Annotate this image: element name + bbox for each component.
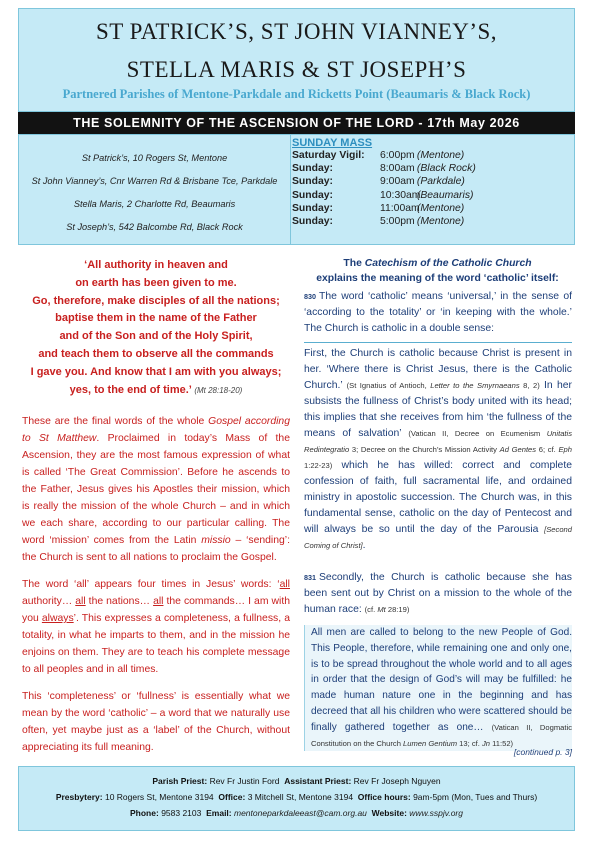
church-item: Stella Maris, 2 Charlotte Rd, Beaumaris xyxy=(73,199,236,209)
scripture-quote: ‘All authority in heaven and on earth has been given to me. Go, therefore, make disciples of all the nations; baptise them in the name of the Father and of the Son and of the Holy Spirit, and teach them to observe all the commands I gave you. And know that I am with you always; yes, to the end of time.’ (Mt 28:18-20) xyxy=(30,259,282,396)
divider xyxy=(304,342,572,343)
church-item: St Patrick’s, 10 Rogers St, Mentone xyxy=(81,153,228,163)
church-item: St John Vianney’s, Cnr Warren Rd & Brisbane Tce, Parkdale xyxy=(31,176,278,186)
masthead xyxy=(18,8,575,112)
church-list xyxy=(19,135,291,244)
mass-row: Sunday: 8:00am (Black Rock) xyxy=(292,163,476,175)
mass-times xyxy=(292,137,574,228)
catechism-830-body: First, the Church is catholic because Christ is present in her. ‘Where there is Christ Jesus, there is the Catholic Church.’ (St Ignatius of Antioch, Letter to the Smyrnaeans 8, 2) In her subsists the fullness of Christ’s body united with its head; this implies that she receives from him ‘the fullness of the means of salvation’ (Vatican II, Decree on Ecumenism Unitatis Redintegratio 3; Decree on the Church’s Mission Activity Ad Gentes 6; cf. Eph 1:22-23) which he has willed: correct and complete confession of faith, full sacramental life, and ordained ministry in apostolic succession. The Church was, in this fundamental sense, catholic on the day of Pentecost and will always be so until the day of the Parousia [Second Coming of Christ]. xyxy=(304,348,573,551)
catechism-830: 830 The word ‘catholic’ means ‘universal,’ in the sense of ‘according to the totality’ or ‘in keeping with the whole.’ The Church is catholic in a double sense: xyxy=(304,291,572,334)
website-link[interactable]: www.sspjv.org xyxy=(409,808,463,818)
title-line-2: STELLA MARIS & ST JOSEPH’S xyxy=(126,57,467,82)
mass-row: Saturday Vigil: 6:00pm (Mentone) xyxy=(292,150,465,161)
left-paragraph-2: The word ‘all’ appears four times in Jesus’ words: ‘all authority… all the nations… all the commands… I am with you always’. This expresses a completeness, a fullness, a totality, in what he imparts to them, and in the mission he enjoins on them. They are to teach his complete message to all peoples and in all times. xyxy=(22,579,291,675)
lumen-gentium-quote: All men are called to belong to the new People of God. This People, therefore, while remaining one and only one, is to be spread throughout the whole world and to all ages in order that the design of God’s will may be fulfilled: he made human nature one in the beginning and has decreed that all his children who were scattered should be finally gathered together as one… (Vatican II, Dogmatic Constitution on the Church Lumen Gentium 13; cf. Jn 11:52) xyxy=(304,625,572,751)
catechism-831: 831 Secondly, the Church is catholic because she has been sent out by Christ on a mission to the whole of the human race: (cf. Mt 28:19) xyxy=(304,572,572,615)
left-paragraph-3: This ‘completeness’ or ‘fullness’ is essentially what we mean by the word ‘catholic’ – a word that we naturally use often, yet maybe just as a ‘label’ of the Church, without appreciating its full meaning. xyxy=(22,691,290,753)
solemnity-banner: THE SOLEMNITY OF THE ASCENSION OF THE LORD - 17th May 2026 xyxy=(18,112,575,134)
mass-row: Sunday: 10:30am (Beaumaris) xyxy=(292,189,474,201)
mass-row: Sunday: 5:00pm (Mentone) xyxy=(292,216,465,228)
subtitle: Partnered Parishes of Mentone-Parkdale and Ricketts Point (Beaumaris & Black Rock) xyxy=(62,87,531,101)
catechism-heading: The Catechism of the Catholic Church explains the meaning of the word ‘catholic’ itself: xyxy=(316,258,559,284)
left-paragraph-1: These are the final words of the whole Gospel according to St Matthew. Proclaimed in today’s Mass of the Ascension, they are the most famous expression of what is called ‘The Great Commission’. Before he ascends to the Father, Jesus gives his Apostles their mission, which is really the mission of the whole Church – and in which we each share, according to our particular calling. The word ‘mission’ comes from the Latin missio – ‘sending’: the Church is sent to all nations to proclaim the Gospel. xyxy=(22,416,290,563)
church-item: St Joseph’s, 542 Balcombe Rd, Black Rock xyxy=(66,222,243,232)
mass-row: Sunday: 11:00am (Mentone) xyxy=(292,202,465,214)
mass-row: Sunday: 9:00am (Parkdale) xyxy=(292,176,465,188)
footer: Parish Priest: Rev Fr Justin Ford Assistant Priest: Rev Fr Joseph Nguyen Presbytery: 10 Rogers St, Mentone 3194 Office: 3 Mitchell St, Mentone 3194 Office hours: 9am-5pm (Mon, Tues and Thurs) Phone: 9583 2103 Email: mentoneparkdaleeast@cam.org.au Website: www.sspjv.org xyxy=(18,766,575,831)
title-line-1: ST PATRICK’S, ST JOHN VIANNEY’S, xyxy=(95,19,498,44)
mass-title: SUNDAY MASS xyxy=(292,137,373,149)
quote-reference: (Mt 28:18-20) xyxy=(194,385,243,395)
continued-note: [continued p. 3] xyxy=(513,747,572,757)
info-panel xyxy=(18,134,575,245)
email-link[interactable]: mentoneparkdaleeast@cam.org.au xyxy=(234,808,367,818)
